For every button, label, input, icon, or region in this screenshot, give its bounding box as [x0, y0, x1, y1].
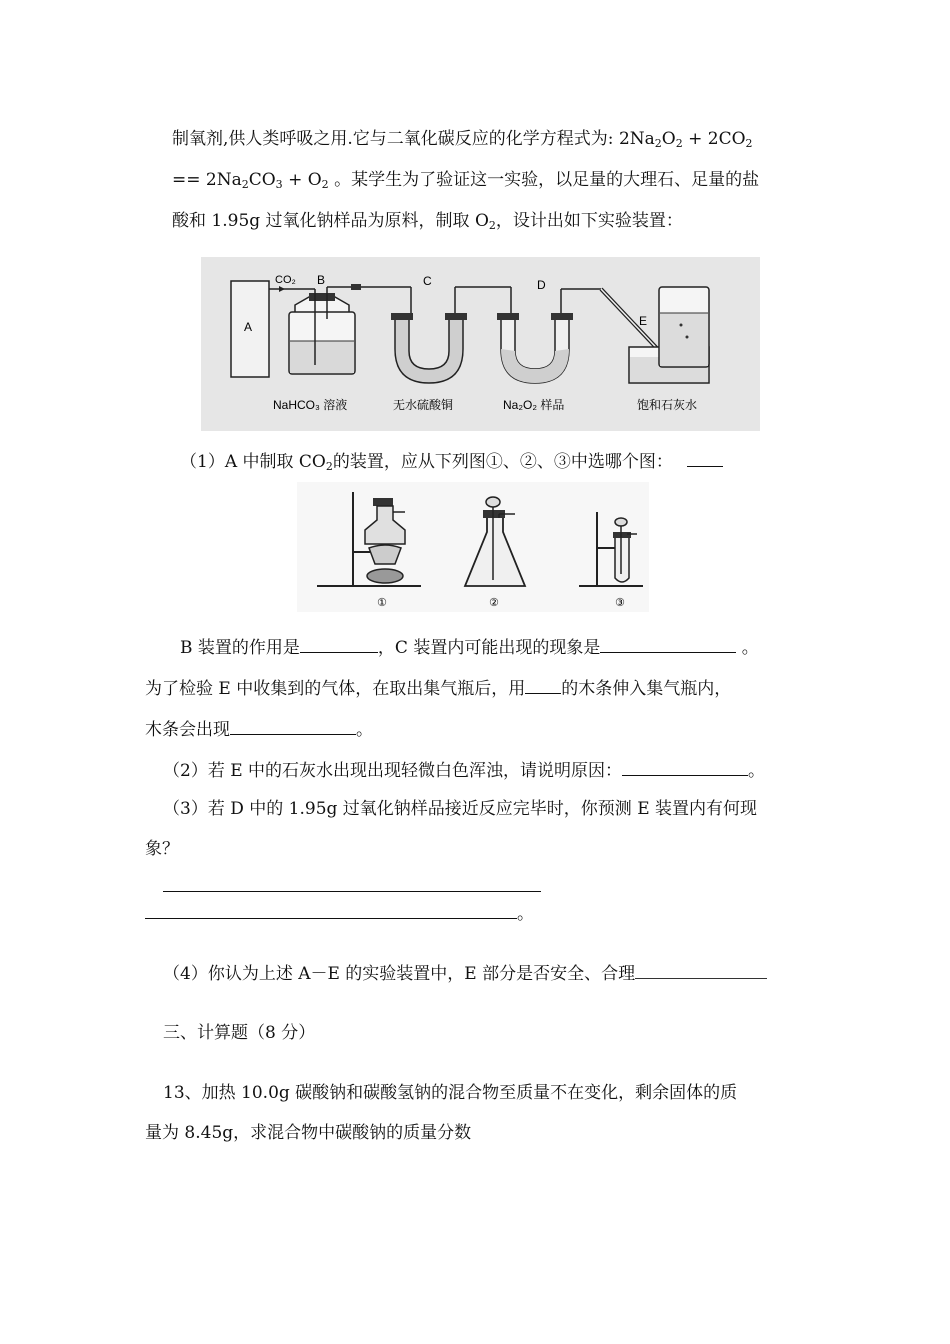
caption-e: 饱和石灰水 [637, 398, 698, 412]
q3-answer-line-2[interactable]: 。 [145, 900, 534, 926]
splint-blank[interactable] [525, 675, 561, 694]
q3-line-1: （3）若 D 中的 1.95g 过氧化钠样品接近反应完毕时，你预测 E 装置内有何现 [163, 799, 758, 819]
section-3-title: 三、计算题（8 分） [163, 1023, 316, 1043]
c-phenomenon-blank[interactable] [600, 634, 736, 653]
intro-line-1: 制氧剂,供人类呼吸之用.它与二氧化碳反应的化学方程式为: $2Na_2O_2 + 2CO_2$ [172, 129, 753, 150]
q3-answer-line-1[interactable] [163, 873, 541, 899]
q1-answer-blank[interactable] [687, 448, 723, 467]
q1b-line-2: 为了检验 E 中收集到的气体，在取出集气瓶后，用 的木条伸入集气瓶内， [145, 675, 731, 701]
label-c: C [423, 274, 432, 288]
label-d: D [537, 278, 546, 292]
label-e: E [639, 314, 648, 328]
q1b-line-1: B 装置的作用是 ，C 装置内可能出现的现象是 。 [180, 634, 759, 660]
q4-line: （4）你认为上述 A－E 的实验装置中，E 部分是否安全、合理 [163, 960, 767, 986]
intro-line-3: 酸和 1.95g 过氧化钠样品为原料，制取 $O_2$，设计出如下实验装置： [172, 211, 683, 232]
fig-label-3: ③ [615, 596, 625, 609]
q4-answer-blank[interactable] [635, 960, 767, 979]
q3-line-2: 象？ [145, 839, 179, 859]
q13-line-2: 量为 8.45g，求混合物中碳酸钠的质量分数 [145, 1123, 472, 1143]
label-b: B [317, 273, 326, 287]
q2-line: （2）若 E 中的石灰水出现出现轻微白色浑浊，请说明原因： 。 [163, 757, 765, 783]
fig-label-1: ① [377, 596, 387, 609]
apparatus-figure [201, 257, 760, 431]
q1b-line-3: 木条会出现 。 [145, 716, 373, 742]
q1-line: （1）A 中制取 $CO_2$的装置，应从下列图①、②、③中选哪个图： [180, 448, 723, 479]
caption-b: NaHCO₃ 溶液 [273, 398, 348, 412]
label-co2: CO₂ [275, 274, 296, 286]
choice-figure [297, 482, 649, 612]
caption-c: 无水硫酸铜 [393, 398, 454, 412]
q13-line-1: 13、加热 10.0g 碳酸钠和碳酸氢钠的混合物至质量不在变化，剩余固体的质 [163, 1083, 738, 1103]
b-purpose-blank[interactable] [300, 634, 378, 653]
intro-line-2: == $2Na_2CO_3 + O_2$ 。某学生为了验证这一实验，以足量的大理石、足量的盐 [172, 170, 760, 191]
q2-answer-blank[interactable] [622, 757, 748, 776]
caption-d: Na₂O₂ 样品 [503, 398, 565, 412]
label-a: A [244, 320, 253, 334]
fig-label-2: ② [489, 596, 499, 609]
splint-result-blank[interactable] [230, 716, 356, 735]
